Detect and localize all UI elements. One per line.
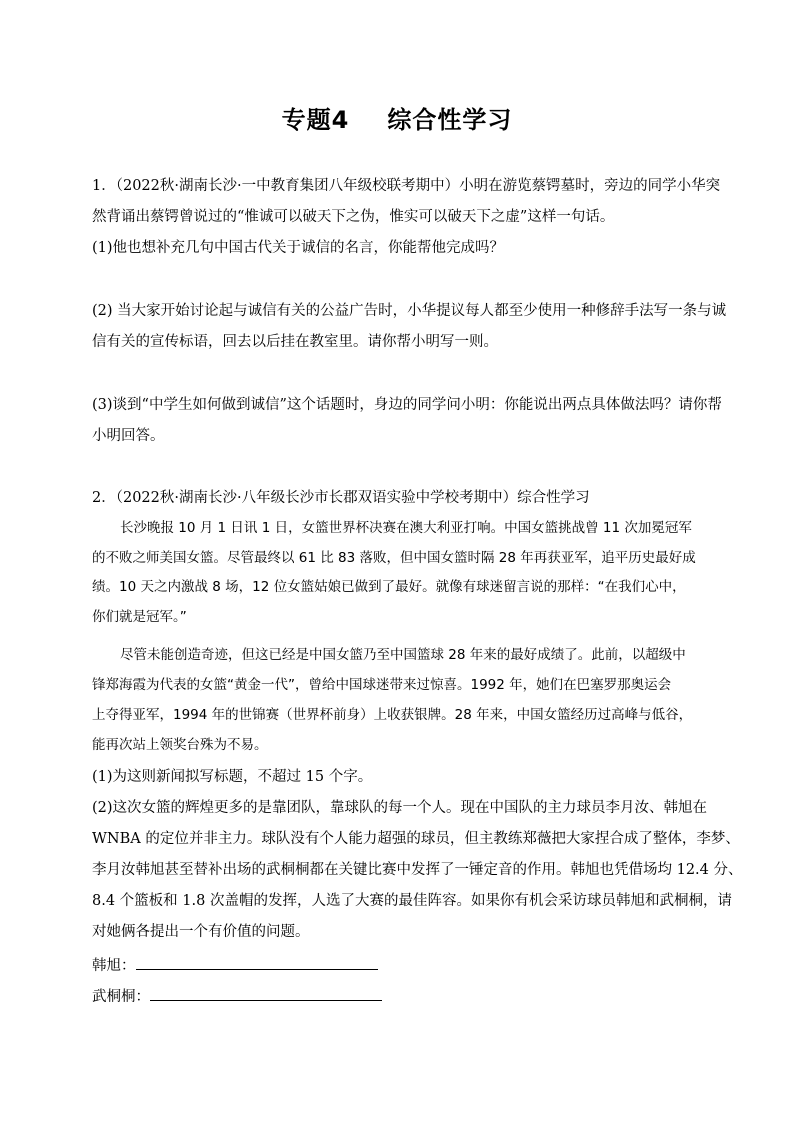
q1-line: 1．（2022秋·湖南长沙·一中教育集团八年级校联考期中）小明在游览蔡锷墓时，旁边的同学小华突 bbox=[92, 178, 721, 194]
page-title bbox=[0, 100, 794, 135]
answer-row-wutongtong bbox=[92, 986, 382, 1007]
news-line: 能再次站上领奖台殊为不易。 bbox=[92, 737, 268, 753]
news-line: 的不败之师美国女篮。尽管最终以 61 比 83 落败，但中国女篮时隔 28 年再获亚军，追平历史最好成 bbox=[92, 550, 696, 566]
title-topic: 专题4 bbox=[281, 106, 350, 134]
answer-label-hanxu: 韩旭： bbox=[92, 958, 136, 974]
q1-part2-line: 信有关的宣传标语，回去以后挂在教室里。请你帮小明写一则。 bbox=[92, 334, 498, 350]
news-line: 长沙晚报 10 月 1 日讯 1 日，女篮世界杯决赛在澳大利亚打响。中国女篮挑战曾 11 次加冕冠军 bbox=[120, 520, 692, 536]
news-line: 锋郑海霞为代表的女篮“黄金一代”，曾给中国球迷带来过惊喜。1992 年，她们在巴塞罗那奥运会 bbox=[92, 677, 672, 693]
q1-part2-line: (2) 当大家开始讨论起与诚信有关的公益广告时，小华提议每人都至少使用一种修辞手法写一条与诚 bbox=[92, 303, 727, 319]
news-line: 尽管未能创造奇迹，但这已经是中国女篮乃至中国篮球 28 年来的最好成绩了。此前，以超级中 bbox=[120, 647, 686, 663]
q2-sub2-line: 李月汝韩旭甚至替补出场的武桐桐都在关键比赛中发挥了一锤定音的作用。韩旭也凭借场均 12.4 分、 bbox=[92, 862, 743, 878]
answer-blank-wutongtong[interactable] bbox=[150, 986, 382, 1001]
answer-label-wutongtong: 武桐桐： bbox=[92, 989, 150, 1005]
q2-sub2-line: WNBA 的定位并非主力。球队没有个人能力超强的球员，但主教练郑薇把大家捏合成了整体，李梦、 bbox=[92, 831, 740, 847]
q1-part3-line: 小明回答。 bbox=[92, 428, 165, 444]
q2-sub2-line: 8.4 个篮板和 1.8 次盖帽的发挥，人选了大赛的最佳阵容。如果你有机会采访球员韩旭和武桐桐，请 bbox=[92, 893, 732, 909]
q2-sub1: (1)为这则新闻拟写标题，不超过 15 个字。 bbox=[92, 769, 373, 785]
news-line: 你们就是冠军。” bbox=[92, 609, 187, 625]
news-line: 上夺得亚军，1994 年的世锦赛（世界杯前身）上收获银牌。28 年来，中国女篮经历过高峰与低谷， bbox=[92, 707, 693, 723]
answer-blank-hanxu[interactable] bbox=[136, 955, 378, 970]
q2-sub2-line: (2)这次女篮的辉煌更多的是靠团队，靠球队的每一个人。现在中国队的主力球员李月汝、韩旭在 bbox=[92, 800, 708, 816]
news-line: 绩。10 天之内激战 8 场，12 位女篮姑娘已做到了最好。就像有球迷留言说的那样：“在我们心中， bbox=[92, 579, 686, 595]
answer-row-hanxu bbox=[92, 955, 378, 976]
q1-line: 然背诵出蔡锷曾说过的“惟诚可以破天下之伪，惟实可以破天下之虚”这样一句话。 bbox=[92, 209, 615, 225]
title-name: 综合性学习 bbox=[387, 106, 513, 134]
q1-part3-line: (3)谈到“中学生如何做到诚信”这个话题时，身边的同学问小明：你能说出两点具体做法吗？请你帮 bbox=[92, 397, 722, 413]
q2-sub2-line: 对她俩各提出一个有价值的问题。 bbox=[92, 924, 310, 940]
q1-part1: (1)他也想补充几句中国古代关于诚信的名言，你能帮他完成吗？ bbox=[92, 240, 505, 256]
q2-header: 2．（2022秋·湖南长沙·八年级长沙市长郡双语实验中学校考期中）综合性学习 bbox=[92, 490, 590, 506]
